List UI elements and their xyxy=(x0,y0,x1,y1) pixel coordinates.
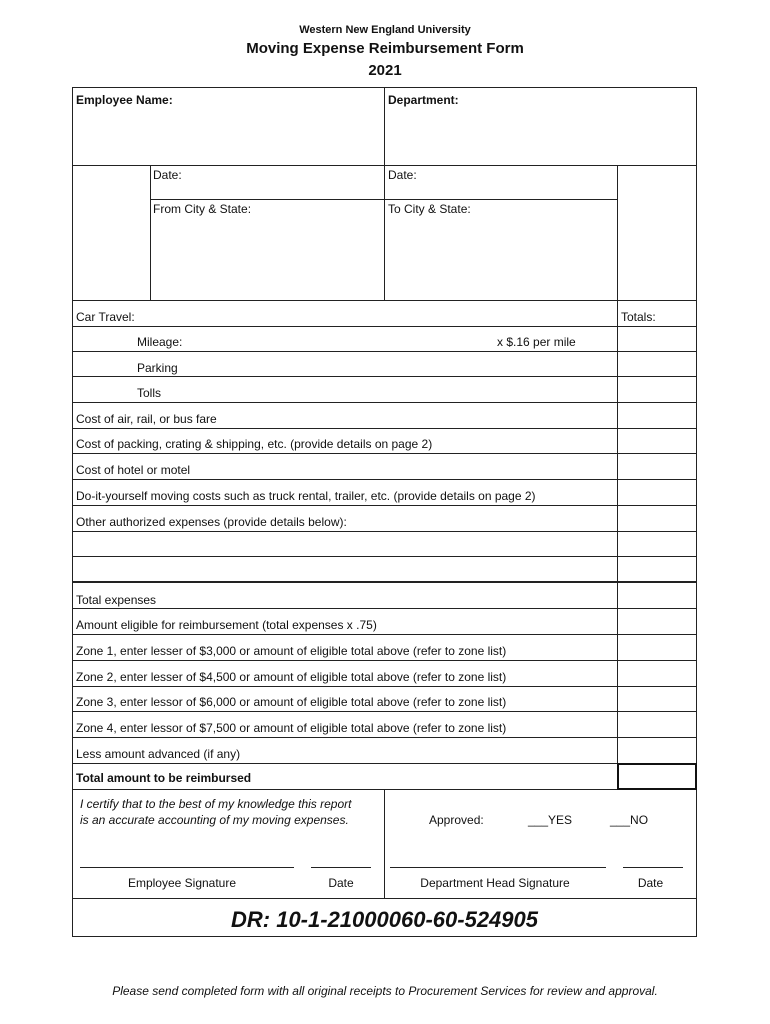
row-line xyxy=(72,634,697,635)
approved-no-option[interactable]: ___NO xyxy=(610,813,649,827)
certify-line-1: I certify that to the best of my knowledge this report xyxy=(80,797,352,811)
dept-head-signature-line[interactable] xyxy=(390,867,606,868)
car-travel-label: Car Travel: xyxy=(76,310,135,324)
total-expenses-label: Total expenses xyxy=(76,593,157,607)
university-name: Western New England University xyxy=(299,24,471,36)
employee-date-label: Date xyxy=(328,876,354,890)
hotel-label: Cost of hotel or motel xyxy=(76,463,191,477)
dept-head-date-line[interactable] xyxy=(623,867,683,868)
total-reimbursed-label: Total amount to be reimbursed xyxy=(76,771,252,785)
air-rail-bus-label: Cost of air, rail, or bus fare xyxy=(76,412,217,426)
divider xyxy=(150,199,618,200)
row-line xyxy=(72,608,697,609)
row-line xyxy=(72,686,697,687)
zone3-label: Zone 3, enter lessor of $6,000 or amount of eligible total above (refer to zone list) xyxy=(76,695,507,709)
department-label: Department: xyxy=(388,93,459,107)
footer-instructions: Please send completed form with all original receipts to Procurement Services for review and approval. xyxy=(112,984,658,998)
mileage-label: Mileage: xyxy=(137,335,183,349)
from-city-state-label: From City & State: xyxy=(153,202,252,216)
amount-advanced-label: Less amount advanced (if any) xyxy=(76,747,241,761)
certify-line-2: is an accurate accounting of my moving expenses. xyxy=(80,813,349,827)
dr-number: DR: 10-1-21000060-60-524905 xyxy=(231,907,538,932)
row-line xyxy=(72,376,697,377)
row-line xyxy=(72,763,697,764)
divider xyxy=(72,300,697,301)
approved-yes-option[interactable]: ___YES xyxy=(528,813,573,827)
other-expenses-label: Other authorized expenses (provide details below): xyxy=(76,515,347,529)
employee-date-line[interactable] xyxy=(311,867,371,868)
row-line xyxy=(72,453,697,454)
to-city-state-label: To City & State: xyxy=(388,202,471,216)
totals-label: Totals: xyxy=(621,310,656,324)
divider xyxy=(617,165,618,790)
form-year: 2021 xyxy=(368,62,402,79)
row-line-thick xyxy=(72,581,697,583)
date-label-left: Date: xyxy=(153,168,182,182)
frame-right xyxy=(696,87,697,937)
divider xyxy=(72,898,697,899)
frame-left xyxy=(72,87,73,937)
eligible-amount-label: Amount eligible for reimbursement (total expenses x .75) xyxy=(76,618,377,632)
row-line xyxy=(72,479,697,480)
row-line xyxy=(72,556,697,557)
row-line xyxy=(72,531,697,532)
row-line xyxy=(72,402,697,403)
total-amount-box[interactable] xyxy=(617,763,697,790)
employee-signature-label: Employee Signature xyxy=(127,876,237,890)
zone4-label: Zone 4, enter lessor of $7,500 or amount of eligible total above (refer to zone list) xyxy=(76,721,507,735)
row-line xyxy=(72,505,697,506)
row-line xyxy=(72,660,697,661)
zone2-label: Zone 2, enter lesser of $4,500 or amount of eligible total above (refer to zone list) xyxy=(76,670,507,684)
row-line xyxy=(72,711,697,712)
divider xyxy=(384,87,385,300)
frame-bottom xyxy=(72,936,697,937)
packing-label: Cost of packing, crating & shipping, etc. (provide details on page 2) xyxy=(76,437,433,451)
dept-head-signature-label: Department Head Signature xyxy=(420,876,570,890)
mileage-rate: x $.16 per mile xyxy=(497,335,576,349)
zone1-label: Zone 1, enter lesser of $3,000 or amount of eligible total above (refer to zone list) xyxy=(76,644,507,658)
diy-moving-label: Do-it-yourself moving costs such as truck rental, trailer, etc. (provide details on page 2) xyxy=(76,489,536,503)
dept-head-date-label: Date xyxy=(637,876,664,890)
tolls-label: Tolls xyxy=(137,386,162,400)
date-label-right: Date: xyxy=(388,168,417,182)
row-line xyxy=(72,428,697,429)
employee-name-label: Employee Name: xyxy=(76,93,173,107)
divider xyxy=(150,165,151,300)
employee-signature-line[interactable] xyxy=(80,867,294,868)
divider xyxy=(384,789,385,899)
parking-label: Parking xyxy=(137,361,178,375)
divider xyxy=(72,165,697,166)
row-line xyxy=(72,351,697,352)
row-line xyxy=(72,737,697,738)
form-title: Moving Expense Reimbursement Form xyxy=(246,40,524,57)
approved-label: Approved: xyxy=(429,813,484,827)
row-line xyxy=(72,326,697,327)
